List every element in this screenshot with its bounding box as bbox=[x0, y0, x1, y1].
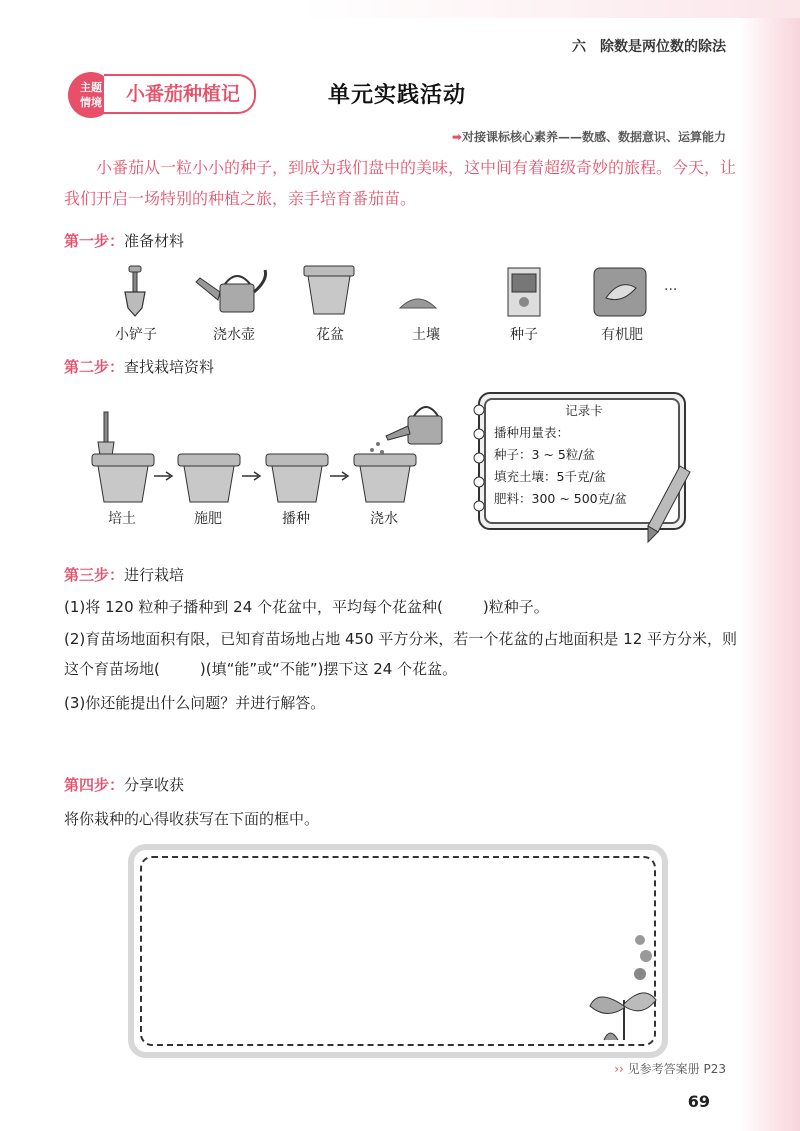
fertilizer-bag-icon bbox=[594, 268, 646, 316]
arrow-right-icon bbox=[154, 472, 172, 480]
pencil-icon bbox=[644, 462, 694, 546]
material-label: 土壤 bbox=[412, 327, 440, 343]
question-3: (3)你还能提出什么问题？并进行解答。 bbox=[64, 694, 326, 712]
question-1-text: (1)将 120 粒种子播种到 24 个花盆中，平均每个花盆种( bbox=[64, 598, 443, 616]
watering-can-icon bbox=[370, 407, 442, 454]
flower-pot-icon bbox=[266, 454, 328, 502]
question-1 bbox=[64, 592, 740, 622]
step-1-value: 准备材料 bbox=[124, 232, 185, 250]
record-card-line: 肥料：300 ~ 500克/盆 bbox=[494, 491, 627, 506]
process-label: 培土 bbox=[108, 511, 136, 527]
material-label: 种子 bbox=[510, 327, 538, 343]
answer-box-dashed-border bbox=[140, 856, 656, 1046]
shovel-icon bbox=[125, 266, 145, 316]
step-4-value: 分享收获 bbox=[124, 776, 185, 794]
seedling-decoration bbox=[584, 930, 664, 1050]
record-card-title: 记录卡 bbox=[565, 403, 603, 418]
record-card-heading: 播种用量表： bbox=[494, 425, 570, 440]
process-label: 浇水 bbox=[370, 511, 398, 527]
flower-pot-icon bbox=[178, 454, 240, 502]
shovel-icon bbox=[98, 412, 114, 460]
answer-reference bbox=[614, 1060, 726, 1077]
step-3-heading bbox=[64, 564, 184, 585]
step-4-key: 第四步： bbox=[64, 776, 125, 794]
step-1-heading bbox=[64, 230, 184, 251]
literacy-note bbox=[452, 128, 726, 145]
flower-pot-icon bbox=[92, 454, 154, 502]
step-3-value: 进行栽培 bbox=[124, 566, 185, 584]
step-3-key: 第三步： bbox=[64, 566, 125, 584]
question-2 bbox=[64, 624, 740, 684]
arrow-right-icon bbox=[330, 472, 348, 480]
question-2-text: (2)育苗场地面积有限，已知育苗场地占地 450 平方分米，若一个花盆的占地面积是 12 平方分米，则这个育苗场地( bbox=[64, 630, 738, 678]
arrow-right-icon bbox=[242, 472, 260, 480]
instruction-text: 将你栽种的心得收获写在下面的框中。 bbox=[64, 810, 320, 828]
page-edge-decoration bbox=[740, 0, 800, 1131]
arrow-right-icon: ➡ bbox=[451, 130, 462, 144]
record-card-line: 种子：3 ~ 5粒/盆 bbox=[494, 447, 596, 462]
flower-pot-icon bbox=[354, 454, 416, 502]
watering-can-icon bbox=[196, 270, 266, 312]
material-label: 花盆 bbox=[316, 327, 344, 343]
soil-icon bbox=[400, 299, 436, 308]
intro-paragraph: 小番茄从一粒小小的种子，到成为我们盘中的美味，这中间有着超级奇妙的旅程。今天，让我们开启一场特别的种植之旅，亲手培育番茄苗。 bbox=[64, 158, 737, 208]
step-2-key: 第二步： bbox=[64, 358, 125, 376]
step-2-heading bbox=[64, 356, 214, 377]
literacy-text: 对接课标核心素养——数感、数据意识、运算能力 bbox=[461, 130, 726, 144]
process-label: 施肥 bbox=[194, 511, 222, 527]
process-illustrations bbox=[86, 398, 466, 508]
flower-pot-icon bbox=[304, 266, 354, 314]
step-1-key: 第一步： bbox=[64, 232, 125, 250]
step-2-value: 查找栽培资料 bbox=[124, 358, 215, 376]
materials-illustrations bbox=[100, 262, 700, 324]
theme-tag: 小番茄种植记 bbox=[104, 74, 256, 114]
material-label: 小铲子 bbox=[115, 327, 157, 343]
badge-line-2: 情境 bbox=[80, 96, 102, 109]
step-4-heading bbox=[64, 774, 184, 795]
card-rings bbox=[472, 400, 486, 520]
double-chevron-icon: ›› bbox=[614, 1062, 624, 1076]
page-number: 69 bbox=[687, 1092, 710, 1111]
answer-reference-text: 见参考答案册 P23 bbox=[627, 1062, 726, 1076]
page-title: 单元实践活动 bbox=[328, 83, 467, 108]
seed-packet-icon bbox=[508, 268, 540, 316]
top-decoration bbox=[300, 0, 800, 18]
record-card-line: 填充土壤：5千克/盆 bbox=[494, 469, 607, 484]
material-label: 有机肥 bbox=[601, 327, 643, 343]
question-1-text-end: )粒种子。 bbox=[482, 598, 549, 616]
material-label: 浇水壶 bbox=[213, 327, 255, 343]
question-2-text-end: )(填“能”或“不能”)摆下这 24 个花盆。 bbox=[199, 660, 458, 678]
badge-line-1: 主题 bbox=[80, 81, 102, 94]
more-ellipsis: ··· bbox=[664, 282, 678, 298]
process-label: 播种 bbox=[282, 511, 310, 527]
chapter-header: 六 除数是两位数的除法 bbox=[572, 39, 726, 55]
